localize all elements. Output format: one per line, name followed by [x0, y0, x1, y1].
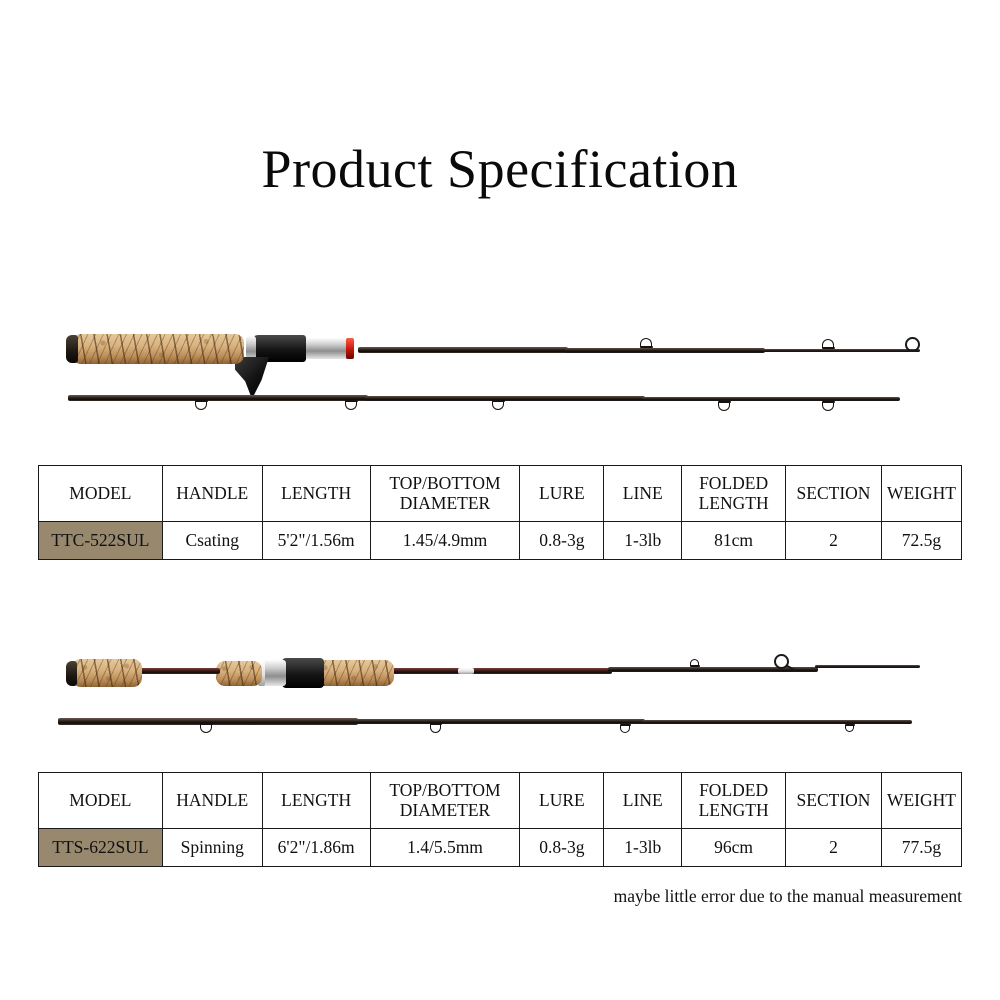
table-row	[39, 829, 962, 867]
th-line: LINE	[604, 466, 682, 522]
rod-blank-lower-b	[355, 719, 645, 724]
th-folded-line2: LENGTH	[698, 799, 769, 820]
line-guide-leg	[718, 401, 731, 403]
rod-blank-lower-c	[642, 397, 900, 401]
th-length: LENGTH	[262, 466, 370, 522]
table-header-row	[39, 466, 962, 522]
th-diameter-line2: DIAMETER	[399, 492, 491, 513]
cell-section: 2	[786, 522, 882, 560]
thread-wrap	[458, 668, 474, 674]
th-section: SECTION	[786, 773, 882, 829]
reel-seat-nut	[262, 660, 286, 686]
rod-blank-upper-b	[565, 348, 765, 353]
rod-blank-midsection	[138, 668, 220, 674]
th-diameter-line1: TOP/BOTTOM	[389, 779, 501, 800]
line-guide-leg	[195, 400, 208, 402]
casting-rod-image	[0, 305, 1000, 420]
rod-blank-upper-a	[392, 668, 612, 674]
cell-lure: 0.8-3g	[520, 522, 604, 560]
cell-length: 6'2"/1.86m	[262, 829, 370, 867]
line-guide-leg	[640, 346, 653, 348]
cell-lure: 0.8-3g	[520, 829, 604, 867]
th-lure: LURE	[520, 773, 604, 829]
line-guide-leg	[620, 724, 631, 726]
th-folded-line2: LENGTH	[698, 492, 769, 513]
th-handle: HANDLE	[162, 466, 262, 522]
cork-reargrip-front	[216, 661, 262, 686]
cell-model: TTS-622SUL	[39, 829, 163, 867]
line-guide-icon	[718, 402, 730, 411]
line-guide-leg	[822, 401, 835, 403]
th-folded-length	[682, 773, 786, 829]
cell-line: 1-3lb	[604, 829, 682, 867]
th-section: SECTION	[786, 466, 882, 522]
th-folded-length	[682, 466, 786, 522]
cell-weight: 72.5g	[881, 522, 961, 560]
butt-cap	[66, 335, 78, 363]
cork-texture	[72, 659, 142, 687]
cell-model: TTC-522SUL	[39, 522, 163, 560]
line-guide-leg	[430, 723, 442, 725]
line-guide-icon	[822, 402, 834, 411]
th-diameter-line2: DIAMETER	[399, 799, 491, 820]
red-accent-ring	[346, 338, 354, 359]
line-guide-icon	[345, 401, 357, 410]
th-folded-line1: FOLDED	[699, 779, 769, 800]
th-length: LENGTH	[262, 773, 370, 829]
measurement-note: maybe little error due to the manual measurement	[613, 886, 962, 906]
line-guide-leg	[200, 723, 213, 725]
line-guide-icon	[200, 724, 212, 733]
table-row	[39, 522, 962, 560]
th-diameter	[370, 466, 520, 522]
cell-length: 5'2"/1.56m	[262, 522, 370, 560]
cell-line: 1-3lb	[604, 522, 682, 560]
th-handle: HANDLE	[162, 773, 262, 829]
spinning-rod-image	[0, 640, 1000, 760]
cell-section: 2	[786, 829, 882, 867]
line-guide-leg	[690, 665, 700, 667]
cell-diameter: 1.45/4.9mm	[370, 522, 520, 560]
cork-texture	[72, 334, 244, 364]
th-weight: WEIGHT	[881, 466, 961, 522]
rod-blank-lower-a	[68, 395, 368, 401]
line-guide-icon	[845, 725, 854, 732]
rod-blank-upper-b	[608, 667, 818, 672]
rod-tip-top-icon	[905, 337, 920, 352]
rod-blank-lower-c	[642, 720, 912, 724]
cork-handle	[72, 659, 142, 687]
th-lure: LURE	[520, 466, 604, 522]
rod-blank-upper-a	[358, 347, 568, 353]
table-header-row	[39, 773, 962, 829]
line-guide-leg	[845, 724, 855, 726]
th-diameter-line1: TOP/BOTTOM	[389, 472, 501, 493]
cell-weight: 77.5g	[881, 829, 961, 867]
cell-diameter: 1.4/5.5mm	[370, 829, 520, 867]
cell-folded-length: 81cm	[682, 522, 786, 560]
cell-handle: Csating	[162, 522, 262, 560]
rod-blank-lower-b	[365, 396, 645, 401]
cork-handle	[72, 334, 244, 364]
page-title: Product Specification	[261, 139, 739, 199]
trigger-grip	[235, 357, 269, 399]
cell-folded-length: 96cm	[682, 829, 786, 867]
rod-blank-upper-c	[815, 665, 920, 668]
th-line: LINE	[604, 773, 682, 829]
line-guide-leg	[492, 400, 505, 402]
line-guide-leg	[345, 400, 358, 402]
cell-handle: Spinning	[162, 829, 262, 867]
th-model: MODEL	[39, 773, 163, 829]
th-model: MODEL	[39, 466, 163, 522]
line-guide-icon	[492, 401, 504, 410]
line-guide-leg	[822, 347, 835, 349]
line-guide-icon	[195, 401, 207, 410]
rod-blank-upper-c	[762, 349, 920, 352]
casting-rod-spec-table	[38, 465, 962, 560]
line-guide-icon	[430, 724, 441, 733]
reel-seat-hood	[282, 658, 324, 688]
th-diameter	[370, 773, 520, 829]
line-guide-icon	[620, 725, 630, 733]
th-folded-line1: FOLDED	[699, 472, 769, 493]
cork-texture	[216, 661, 262, 686]
spinning-rod-spec-table	[38, 772, 962, 867]
butt-cap	[66, 661, 77, 686]
th-weight: WEIGHT	[881, 773, 961, 829]
